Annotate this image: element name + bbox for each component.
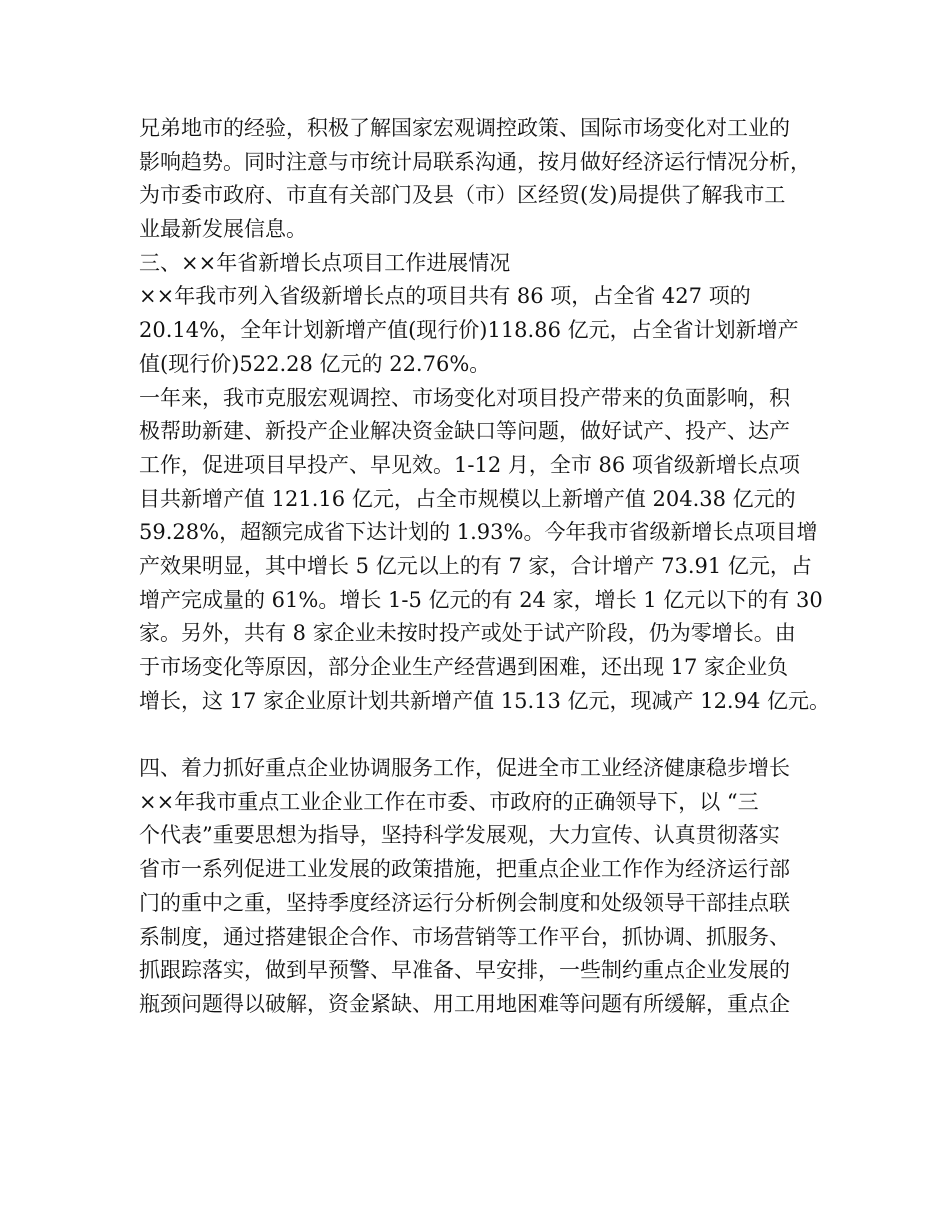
- text-line: 抓跟踪落实，做到早预警、早准备、早安排，一些制约重点企业发展的: [139, 958, 790, 983]
- text-line: ××年我市列入省级新增长点的项目共有 86 项，占全省 427 项的: [139, 284, 751, 309]
- text-line: 值(现行价)522.28 亿元的 22.76%。: [139, 351, 491, 376]
- text-line: 于市场变化等原因，部分企业生产经营遇到困难，还出现 17 家企业负: [139, 655, 789, 679]
- section-4-paragraph-1: [139, 786, 829, 1022]
- section-3-paragraph-2: [139, 382, 829, 719]
- text-line: 一年来，我市克服宏观调控、市场变化对项目投产带来的负面影响，积: [139, 385, 790, 410]
- paragraph-spacer: [139, 718, 829, 752]
- text-line: 为市委市政府、市直有关部门及县（市）区经贸(发)局提供了解我市工: [139, 183, 786, 208]
- text-line: 59.28%，超额完成省下达计划的 1.93%。今年我市省级新增长点项目增: [139, 520, 818, 545]
- text-line: 产效果明显，其中增长 5 亿元以上的有 7 家，合计增产 73.91 亿元，占: [139, 553, 812, 578]
- text-line: 增产完成量的 61%。增长 1-5 亿元的有 24 家，增长 1 亿元以下的有 30: [139, 587, 823, 612]
- text-line: 兄弟地市的经验，积极了解国家宏观调控政策、国际市场变化对工业的: [139, 116, 790, 140]
- paragraph-continuation: [139, 112, 829, 247]
- section-4-heading: 四、着力抓好重点企业协调服务工作，促进全市工业经济健康稳步增长: [139, 756, 790, 781]
- text-line: 门的重中之重，坚持季度经济运行分析例会制度和处级领导干部挂点联: [139, 890, 790, 915]
- text-line: 个代表”重要思想为指导，坚持科学发展观，大力宣传、认真贯彻落实: [139, 823, 780, 848]
- text-line: 工作，促进项目早投产、早见效。1-12 月，全市 86 项省级新增长点项: [139, 452, 800, 477]
- text-line: 瓶颈问题得以破解，资金紧缺、用工用地困难等问题有所缓解，重点企: [139, 991, 790, 1016]
- text-line: 影响趋势。同时注意与市统计局联系沟通，按月做好经济运行情况分析，: [139, 149, 811, 174]
- text-line: 目共新增产值 121.16 亿元，占全市规模以上新增产值 204.38 亿元的: [139, 486, 796, 511]
- section-3-paragraph-1: [139, 280, 829, 381]
- text-line: ××年我市重点工业企业工作在市委、市政府的正确领导下，以 “三: [139, 789, 759, 814]
- text-line: 业最新发展信息。: [139, 217, 307, 242]
- text-line: 省市一系列促进工业发展的政策措施，把重点企业工作作为经济运行部: [139, 857, 790, 882]
- document-body: [139, 112, 829, 1022]
- text-line: 增长，这 17 家企业原计划共新增产值 15.13 亿元，现减产 12.94 亿元。: [139, 688, 831, 713]
- text-line: 极帮助新建、新投产企业解决资金缺口等问题，做好试产、投产、达产: [139, 419, 790, 444]
- text-line: 系制度，通过搭建银企合作、市场营销等工作平台，抓协调、抓服务、: [139, 924, 790, 949]
- text-line: 20.14%，全年计划新增产值(现行价)118.86 亿元，占全省计划新增产: [139, 318, 799, 343]
- text-line: 家。另外，共有 8 家企业未按时投产或处于试产阶段，仍为零增长。由: [139, 621, 796, 646]
- section-3-heading: 三、××年省新增长点项目工作进展情况: [139, 250, 511, 275]
